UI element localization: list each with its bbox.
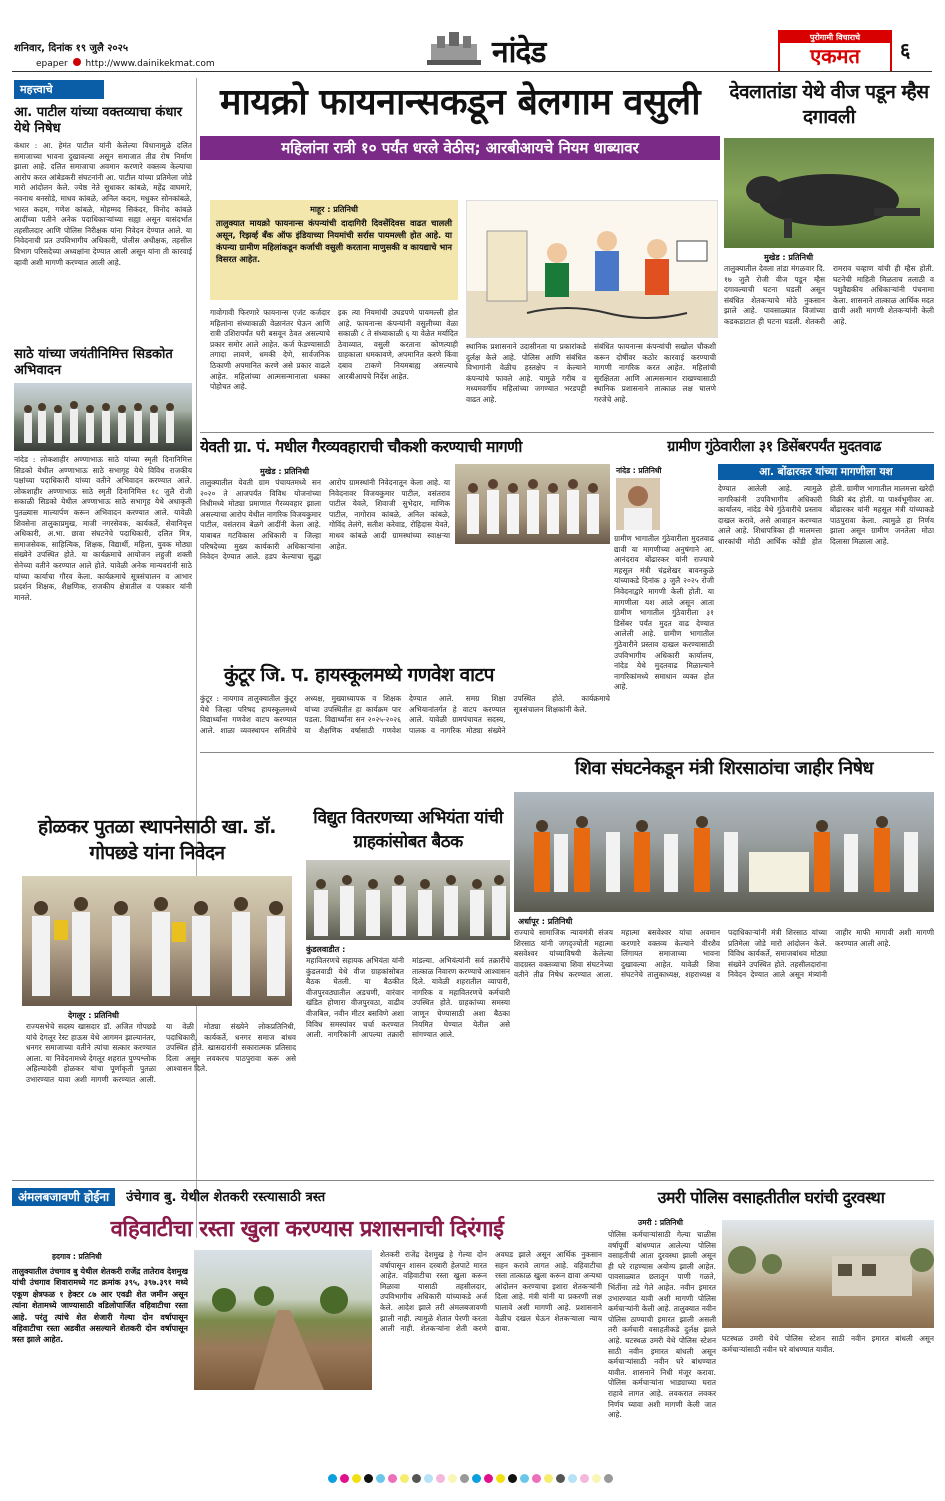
buffalo-photo bbox=[724, 138, 934, 248]
city-seal bbox=[423, 30, 485, 68]
gunthe-mla-photo bbox=[616, 478, 660, 530]
shiva-headline: शिवा संघटनेकडून मंत्री शिरसाठांचा जाहीर निषेध bbox=[574, 758, 874, 779]
kuntur-body: कुंटूर : नायगाव तालुक्यातील कुंटूर येथे जिल्हा परिषद हायस्कूलमध्ये विद्यार्थ्यांना गणवेश वाटप करण्यात आले. शाळा व्यवस्थापन समितीचे अध्यक्ष, मुख्याध्यापक व शिक्षक यांच्या उपस्थितीत हा कार्यक्रम पार पडला. विद्यार्थ्यांना सन २०२५-२०२६ या शैक्षणिक वर्षासाठी गणवेश देण्यात आले. समग्र शिक्षा अभियानांतर्गत हे वाटप करण्यात आले. यावेळी ग्रामपंचायत सदस्य, पालक व नागरिक मोठ्या संख्येने उपस्थित होते. कार्यक्रमाचे सूत्रसंचालन शिक्षकांनी केले. bbox=[200, 694, 610, 735]
lead-headline: मायक्रो फायनान्सकडून बेलगाम वसुली bbox=[219, 82, 701, 123]
page-number: ६ bbox=[900, 38, 911, 62]
rasta-byline: हदगाव : प्रतिनिधी bbox=[52, 1252, 102, 1261]
umri-body: पोलिस कर्मचाऱ्यांसाठी गेल्या चाळीस वर्षापूर्वी बांधण्यात आलेल्या पोलिस वसाहतीची आता दुरवस्था झाली असून ही घरे राहण्यास अयोग्य झाली आहेत. पावसाळ्यात छतातून पाणी गळते, भिंतींना तडे गेले आहेत. नवीन इमारत उभारण्यात यावी अशी मागणी पोलिस कर्मचाऱ्यांनी केली आहे. तालुक्यात नवीन पोलिस ठाण्याची इमारत झाली असली तरी कर्मचारी वसाहतीकडे दुर्लक्ष झाले आहे. घटस्थळ उमरी येथे पोलिस स्टेशन साठी नवीन इमारत बांधली असून कर्मचाऱ्यांसाठी नवीन घरे बांधण्यात यावीत. शासनाने निधी मंजूर करावा. पोलिस कर्मचाऱ्यांना भाड्याच्या घरात राहावे लागत आहे. लवकरात लवकर निर्णय घ्यावा अशी मागणी केली जात आहे. bbox=[608, 1230, 716, 1420]
rasta-tagline-row bbox=[12, 1186, 602, 1206]
yevti-body: तालुक्यातील येवती ग्राम पंचायतमध्ये सन २०२० ते आजपर्यंत विविध योजनांच्या निधीमध्ये मोठ्या प्रमाणात गैरव्यवहार झाला असल्याचा आरोप येथील नागरिक विजयकुमार पाटील, वसंतराव बेळगे आदींनी केला आहे. याबाबत गटविकास अधिकारी व जिल्हा परिषदेच्या मुख्य कार्यकारी अधिकाऱ्यांना निवेदन देण्यात आले. हडप केल्याचा सुद्धा आरोप ग्रामस्थांनी निवेदनातून केला आहे. या निवेदनावर विजयकुमार पाटील, वसंतराव पाटील येवले, शिवाजी सुभेदार, माणिक पाटील, नागोराव कांबळे, अनिल कांबळे, गोविंद तेलंगे, सतीश करेवाड, रोहिदास येवते, माधव कांबळे आदी ग्रामस्थांच्या स्वाक्षऱ्या आहेत. bbox=[200, 478, 450, 562]
umri-body-2: घटस्थळ उमरी येथे पोलिस स्टेशन साठी नवीन इमारत बांधली असून कर्मचाऱ्यांसाठी नवीन घरे बांधण्यात यावीत. bbox=[722, 1334, 934, 1354]
rasta-tagline: उंचेगाव बु. येथील शेतकरी रस्त्यासाठी त्रस्त bbox=[126, 1190, 326, 1205]
registration-marks bbox=[70, 1474, 870, 1488]
sidebar-story-1-headline: आ. पाटील यांच्या वक्तव्याचा कंधार येथे निषेध bbox=[14, 105, 183, 136]
rasta-tag: अंमलबजावणी होईना bbox=[12, 1188, 115, 1206]
vidyut-story bbox=[306, 806, 510, 1178]
sidebar-tag: महत्त्वाचे bbox=[14, 80, 104, 99]
buffalo-body: तालुक्यातील देवला तांडा मंगळवार दि. १७ जुलै रोजी वीज पडून म्हैस दगावल्याची घटना घडली असून संबंधित शेतकऱ्याचे मोठे नुकसान झाले आहे. पावसाळ्यात विजांच्या कडकडाटात ही घटना घडली. शेतकरी रामराव चव्हाण यांची ही म्हैस होती. घटनेची माहिती मिळताच तलाठी व पशुवैद्यकीय अधिकाऱ्यांनी पंचनामा केला. शासनाने तात्काळ आर्थिक मदत द्यावी अशी मागणी शेतकऱ्यांनी केली आहे. bbox=[724, 264, 934, 326]
umri-story bbox=[608, 1186, 934, 1466]
sidebar-story-2-headline: साठे यांच्या जयंतीनिमित्त सिडकोत अभिवादन bbox=[14, 347, 173, 378]
gunthe-byline: नांदेड : प्रतिनिधी bbox=[616, 466, 662, 475]
brand-logo bbox=[778, 30, 892, 72]
epaper-label: epaper bbox=[36, 59, 68, 69]
yevti-headline: येवती ग्रा. पं. मधील गैरव्यवहाराची चौकशी करण्याची मागणी bbox=[200, 438, 522, 456]
shiva-photo bbox=[514, 792, 934, 912]
yevti-photo bbox=[455, 464, 610, 544]
umri-byline: उमरी : प्रतिनिधी bbox=[638, 1218, 683, 1227]
holkar-headline: होळकर पुतळा स्थापनेसाठी खा. डॉ. गोपछडे यांना निवेदन bbox=[38, 816, 276, 864]
shiva-byline: अर्धापूर : प्रतिनिधी bbox=[518, 917, 573, 926]
lead-intro: तालुक्यात मायक्रो फायनान्स कंपन्यांची दादागिरी दिवसेंदिवस वाढत चालली असून, रिझर्व्ह बँक ऑफ इंडियाच्या नियमांची सर्रास पायमल्ली होत आहे. या कंपन्या ग्रामीण महिलांकडून कर्जाची वसुली करताना माणुसकी व कायद्याचे भान विसरत आहेत. bbox=[216, 218, 452, 264]
umri-body-1 bbox=[608, 1230, 716, 1466]
sidebar-story-1 bbox=[14, 105, 192, 339]
globe-icon bbox=[73, 58, 81, 66]
rasta-photo bbox=[194, 1250, 372, 1390]
kuntur-headline: कुंटूर जि. प. हायस्कूलमध्ये गणवेश वाटप bbox=[224, 664, 494, 686]
gunthe-body: ग्रामीण भागातील गुंठेवारीला मुदतवाढ द्यावी या मागणीच्या अनुषंगाने आ. आनंदराव बोंढारकर यांनी राज्याचे महसूल मंत्री चंद्रशेखर बावनकुळे यांच्याकडे दिनांक ३ जुलै २०२५ रोजी निवेदनाद्वारे मागणी केली होती. या मागणीला यश आले असून आता ग्रामीण भागातील गुंठेवारीला ३१ डिसेंबर पर्यंत मुदत वाढ देण्यात आलेली आहे. ग्रामीण भागातील गुंठेवारीने प्रस्ताव दाखल करण्यासाठी उपविभागीय अधिकारी कार्यालय, नांदेड येथे मुदतवाढ मिळाल्याने नागरिकांमध्ये समाधान व्यक्त होत आहे. bbox=[614, 534, 714, 692]
holkar-body: राज्यसभेचे सदस्य खासदार डॉ. अजित गोपछडे यांचे देगलूर रेस्ट हाऊस येथे आगमन झाल्यानंतर, धनगर समाजाच्या वतीने त्यांचा सत्कार करण्यात आला. या निवेदनामध्ये देगलूर शहरात पुण्यश्लोक अहिल्यादेवी होळकर यांचा पूर्णाकृती पुतळा उभारण्यात यावा अशी मागणी करण्यात आली. या वेळी मोठ्या संख्येने लोकप्रतिनिधी, पदाधिकारी, कार्यकर्ते, धनगर समाज बांधव उपस्थित होते. खासदारांनी सकारात्मक प्रतिसाद दिला असून लवकरच पाठपुरावा करू असे आश्वासन दिले. bbox=[26, 1022, 296, 1084]
gunthe-tagline: आ. बोंढारकर यांच्या मागणीला यश bbox=[718, 464, 934, 480]
shiva-body: राज्याचे सामाजिक न्यायमंत्री संजय शिरसाठ यांनी जगद्‌ज्योती महात्मा बसवेश्वर यांच्याविषयी केलेल्या वादग्रस्त वक्तव्याचा शिवा संघटनेच्या वतीने तीव्र निषेध करण्यात आला. महात्मा बसवेश्वर यांचा अवमान करणारे वक्तव्य केल्याने वीरशैव लिंगायत समाजाच्या भावना दुखावल्या आहेत. यावेळी शिवा संघटनेचे तालुकाध्यक्ष, शहराध्यक्ष व पदाधिकाऱ्यांनी मंत्री शिरसाठ यांच्या प्रतिमेला जोडे मारो आंदोलन केले. विविध कार्यकर्ते, समाजबांधव मोठ्या संख्येने उपस्थित होते. तहसीलदारांना निवेदन देण्यात आले असून मंत्र्यांनी जाहीर माफी मागावी अशी मागणी करण्यात आली आहे. bbox=[514, 928, 934, 980]
shiva-story bbox=[514, 756, 934, 1174]
umri-photo bbox=[722, 1220, 934, 1328]
rasta-body: शेतकरी राजेंद्र देशमुख हे गेल्या दोन वर्षापासून शासन दरबारी हेलपाटे मारत आहेत. वहिवाटीचा रस्ता खुला करून मिळावा यासाठी तहसीलदार, उपविभागीय अधिकारी यांच्याकडे अर्ज केले. आदेश झाले तरी अंमलबजावणी झाली नाही. त्यामुळे शेतात पेरणी करता आली नाही. शेतकऱ्यांना शेती करणे अवघड झाले असून आर्थिक नुकसान सहन करावे लागत आहे. वहिवाटीचा रस्ता तात्काळ खुला करून द्यावा अन्यथा आंदोलन करण्याचा इशारा शेतकऱ्यांनी दिला आहे. मंत्री यांनी या प्रकरणी लक्ष घालावे अशी मागणी आहे. प्रशासनाने वेळीच दखल घेऊन शेतकऱ्याला न्याय द्यावा. bbox=[380, 1250, 602, 1334]
gunthe-body-2: देण्यात आलेली आहे. त्यामुळे नागरिकांनी उपविभागीय अधिकारी कार्यालय, नांदेड येथे गुंठेवारीचे प्रस्ताव दाखल करावे, असे आवाहन करण्यात आले आहे. शिधापत्रिका ही मालमत्ता धारकांची मोठी आर्थिक कोंडी होत होती. ग्रामीण भागातील मालमत्ता खरेदी विक्री बंद होती. या पार्श्वभूमीवर आ. बोंढारकर यांनी महसूल मंत्री यांच्याकडे पाठपुरावा केला. त्यामुळे हा निर्णय झाला असून ग्रामीण जनतेला मोठा दिलासा मिळाला आहे. bbox=[718, 484, 934, 546]
rasta-intro: तालुक्यातील उंचगाव बु येथील शेतकरी राजेंद्र तातेराव देशमुख यांची उंचगाव शिवारामध्ये गट क्रमांक ३९५, ३९७.३९१ मध्ये एकूण क्षेत्रफळ १ हेक्टर ८७ आर एवढी शेत जमीन असून त्यांना शेतामध्ये जाण्यासाठी वडिलोपार्जित वहिवाटीचा रस्ता आहे. परंतु त्यांचे शेत शेजारी गेल्या दोन वर्षापासून वहिवाटीचा रस्ता अडवीत असल्याने शेतकरी दोन वर्षापासून त्रस्त झाले आहेत. bbox=[12, 1267, 188, 1345]
gunthe-story bbox=[614, 436, 934, 746]
lead-col-3: स्थानिक प्रशासनाने उदासीनता या प्रकारांकडे दुर्लक्ष केले आहे. पोलिस आणि संबंधित विभागांनी वेळीच हस्तक्षेप न केल्याने कंपन्यांचे फावले आहे. यामुळे गरीब व मध्यमवर्गीय महिलांच्या जगण्यात भरडपट्टी वाढत आहे. bbox=[466, 342, 586, 404]
lead-subhead: महिलांना रात्री १० पर्यंत धरले वेठीस; आरबीआयचे नियम धाब्यावर bbox=[200, 136, 720, 160]
lead-intro-box bbox=[210, 200, 458, 300]
masthead bbox=[0, 0, 945, 72]
sidebar-story-1-body: कंधार : आ. हेमंत पाटील यांनी केलेल्या विधानामुळे दलित समाजाच्या भावना दुखावल्या असून समाजात तीव्र रोष निर्माण झाला आहे. दलित समाजाचा अवमान करणारे वक्तव्य केल्याचा आरोप करत आंबेडकरी संघटनांनी आ. पाटील यांच्या प्रतिमेला जोडे मारो आंदोलन केले. ज्येष्ठ नेते सुधाकर कांबळे, महेंद्र वाघमारे, नवनाथ बनसोडे, माधव कांबळे, अनिल कदम, मधुकर सोनकांबळे, भारत कदम, गणेश कांबळे, मोहम्मद सिकंदर, विनोद कांबळे आदींच्या पतीने अनेक पदाधिकाऱ्यांच्या सह्या असून यासंदर्भात तहसीलदार आणि पोलिस निरीक्षक यांना निवेदन देण्यात आले. या निवेदनाची प्रत उपविभागीय अधिकारी, पोलीस अधीक्षक, तहसील विभाग परिसदेच्या अध्यक्षांना देण्यात आली असून यांना ती कारवाई व्हावी अशी मागणी करण्यात आली आहे. bbox=[14, 141, 192, 267]
buffalo-headline: देवलातांडा येथे वीज पडून म्हैस दगावली bbox=[729, 81, 929, 128]
sidebar-story-2-body: नांदेड : लोकशाहीर अण्णाभाऊ साठे यांच्या स्मृती दिनानिमित्त सिडको येथील अण्णाभाऊ साठे सभागृह येथे विविध राजकीय पक्षांच्या पदाधिकारी यांच्या वतीने अभिवादन करण्यात आले. लोकशाहीर अण्णाभाऊ साठे स्मृती दिनानिमित्त १८ जुलै रोजी सकाळी सिडको येथील अण्णाभाऊ साठे सभागृह येथे अधाकृती पुतळ्यास माल्यार्पण करून अभिवादन करण्यात आले. यावेळी शिवसेना तालुकाप्रमुख, माजी नगरसेवक, कार्यकर्ते, सेवानिवृत्त अधिकारी, अ.भा. छावा संघटनेचे पदाधिकारी, दलित मित्र, समाजसेवक, साहित्यिक, शिक्षक, विद्यार्थी, महिला, युवक मोठ्या संख्येने उपस्थित होते. या कार्यक्रमाचे आयोजन लहुजी शक्ती सेनेच्या वतीने करण्यात आले होते. यावेळी अनेक मान्यवरांनी साठे यांच्या कार्याचा गौरव केला. कार्यक्रमाचे सूत्रसंचालन व आभार प्रदर्शन शिक्षक, शैक्षणिक, राजकीय क्षेत्रातील व पत्रकार यांनी मानले. bbox=[14, 455, 192, 602]
holkar-story bbox=[12, 814, 302, 1178]
lead-col-1: गावोगावी फिरणारे फायनान्स एजंट कर्जदार महिलांना संध्याकाळी वेळानंतर घेऊन आणि रात्री उशिरापर्यंत घरी बसवून ठेवत असल्याचे प्रकार समोर आले आहेत. कर्ज फेडण्यासाठी तगादा लावणे, धमकी देणे, सार्वजनिक ठिकाणी अपमानित करणे असे प्रकार वाढले आहेत. महिलांच्या आत्मसन्मानाला धक्का पोहोचत आहे. bbox=[210, 308, 330, 392]
rasta-headline: वहिवाटीचा रस्ता खुला करण्यास प्रशासनाची दिरंगाई bbox=[110, 1217, 504, 1242]
vidyut-body: महावितरणचे सहायक अभियंता यांनी कुंडलवाडी येथे वीज ग्राहकांसोबत बैठक घेतली. या बैठकीत वीजपुरवठ्यातील अडचणी, वारंवार खंडित होणारा वीजपुरवठा, वाढीव वीजबिल, नवीन मीटर बसविणे अशा विविध समस्यांवर चर्चा करण्यात आली. नागरिकांनी आपल्या तक्रारी मांडल्या. अभियंत्यांनी सर्व तक्रारींचे तात्काळ निवारण करण्याचे आश्वासन दिले. यावेळी शहरातील व्यापारी, नागरिक व महावितरणचे कर्मचारी उपस्थित होते. ग्राहकांच्या समस्या जाणून घेण्यासाठी अशा बैठका नियमित घेण्यात येतील असे सांगण्यात आले. bbox=[306, 956, 510, 1040]
site-url-link[interactable]: http://www.dainikekmat.com bbox=[85, 59, 215, 69]
lead-story bbox=[200, 80, 720, 430]
brand-tagline: पुरोगामी विचाराचे bbox=[780, 32, 890, 43]
holkar-photo bbox=[22, 876, 292, 1006]
vidyut-headline: विद्युत वितरणच्या अभियंता यांची ग्राहकांसोबत बैठक bbox=[313, 808, 503, 852]
sidebar-story-2-photo bbox=[14, 383, 192, 451]
lead-byline: माहूर : प्रतिनिधी bbox=[310, 205, 358, 214]
yevti-story bbox=[200, 436, 610, 658]
brand-name: एकमत bbox=[810, 44, 860, 68]
holkar-byline: देगलूर : प्रतिनिधी bbox=[68, 1011, 119, 1020]
buffalo-story bbox=[724, 80, 934, 430]
vidyut-photo bbox=[306, 860, 510, 940]
lead-col-4: संबंधित फायनान्स कंपन्यांची सखोल चौकशी करून दोषींवर कठोर कारवाई करण्याची मागणी नागरिक करत आहेत. महिलांची सुरक्षितता आणि आत्मसन्मान राखण्यासाठी स्थानिक प्रशासनाने तात्काळ लक्ष घालणे गरजेचे आहे. bbox=[594, 342, 716, 404]
rasta-story bbox=[12, 1186, 602, 1466]
lead-cartoon bbox=[466, 200, 718, 338]
umri-headline: उमरी पोलिस वसाहतीतील घरांची दुरवस्था bbox=[657, 1188, 885, 1207]
gunthe-headline: ग्रामीण गुंठेवारीला ३१ डिसेंबरपर्यंत मुदतवाढ bbox=[667, 439, 881, 455]
city-title: नांदेड bbox=[492, 35, 546, 70]
buffalo-byline: मुखेड : प्रतिनिधी bbox=[764, 253, 814, 262]
kuntur-story bbox=[200, 662, 610, 750]
vidyut-byline: कुंडलवाडीत : bbox=[306, 945, 346, 954]
yevti-byline: मुखेड : प्रतिनिधी bbox=[260, 467, 310, 476]
lead-col-2: इक त्या नियमांची उघडपणे पायमल्ली होत आहे. फायनान्स कंपन्यांनी वसुलीच्या वेळा सकाळी ८ ते संध्याकाळी ६ या वेळेत मर्यादित ठेवाव्यात, वसुली करताना कोणत्याही ग्राहकाला धमकावणे, अपमानित करणे किंवा दबाव टाकणे नियमबाह्य असल्याचे आरबीआयचे निर्देश आहेत. bbox=[338, 308, 458, 381]
issue-date: शनिवार, दिनांक १९ जुलै २०२५ bbox=[14, 43, 129, 54]
epaper-line bbox=[36, 58, 215, 69]
